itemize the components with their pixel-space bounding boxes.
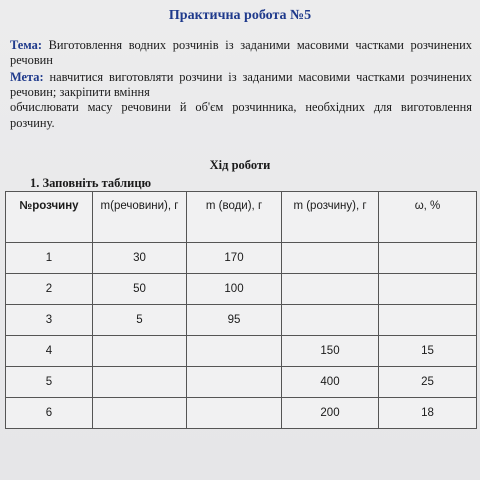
table-header-row xyxy=(6,192,477,243)
header-solution-mass: m (розчину), г xyxy=(282,192,379,243)
procedure-heading: Хід роботи xyxy=(209,158,271,172)
cell-solution-number[interactable]: 4 xyxy=(6,336,93,367)
cell-water-mass[interactable]: 100 xyxy=(187,274,282,305)
cell-solute-mass[interactable]: 30 xyxy=(93,243,187,274)
topic-label: Тема: xyxy=(10,38,42,52)
cell-solution-mass[interactable] xyxy=(282,305,379,336)
topic-text: Виготовлення водних розчинів із заданими масовими частками розчинених речовин xyxy=(10,38,472,68)
table-row xyxy=(6,305,477,336)
cell-water-mass[interactable] xyxy=(187,336,282,367)
cell-solution-number[interactable]: 3 xyxy=(6,305,93,336)
header-solution-number: №розчину xyxy=(6,192,93,243)
cell-water-mass[interactable]: 95 xyxy=(187,305,282,336)
goal-text: навчитися виготовляти розчини із заданими масовими частками розчинених речовин; закріпити вміння xyxy=(10,70,472,100)
cell-solute-mass[interactable]: 5 xyxy=(93,305,187,336)
cell-water-mass[interactable] xyxy=(187,367,282,398)
task-instruction: 1. Заповніть таблицю xyxy=(30,176,152,190)
header-water-mass: m (води), г xyxy=(187,192,282,243)
solutions-table xyxy=(5,191,477,429)
cell-solution-number[interactable]: 1 xyxy=(6,243,93,274)
cell-solution-mass[interactable] xyxy=(282,243,379,274)
cell-solution-mass[interactable] xyxy=(282,274,379,305)
cell-water-mass[interactable]: 170 xyxy=(187,243,282,274)
cell-mass-fraction[interactable] xyxy=(379,243,477,274)
cell-solute-mass[interactable] xyxy=(93,367,187,398)
page-title: Практична робота №5 xyxy=(168,8,312,23)
table-row xyxy=(6,336,477,367)
cell-solution-mass[interactable]: 150 xyxy=(282,336,379,367)
goal-paragraph xyxy=(10,70,472,131)
cell-solute-mass[interactable] xyxy=(93,336,187,367)
topic-paragraph xyxy=(10,38,472,68)
cell-mass-fraction[interactable]: 15 xyxy=(379,336,477,367)
cell-solute-mass[interactable] xyxy=(93,398,187,429)
goal-label: Мета: xyxy=(10,70,44,84)
table-row xyxy=(6,243,477,274)
table-row xyxy=(6,398,477,429)
cell-mass-fraction[interactable]: 18 xyxy=(379,398,477,429)
cell-solution-mass[interactable]: 400 xyxy=(282,367,379,398)
header-solute-mass: m(речовини), г xyxy=(93,192,187,243)
table-row xyxy=(6,367,477,398)
goal-text-continued: обчислювати масу речовини й об'єм розчинника, необхідних для виготовлення розчину. xyxy=(10,100,472,130)
cell-solution-mass[interactable]: 200 xyxy=(282,398,379,429)
cell-mass-fraction[interactable]: 25 xyxy=(379,367,477,398)
cell-solution-number[interactable]: 2 xyxy=(6,274,93,305)
cell-mass-fraction[interactable] xyxy=(379,274,477,305)
cell-solution-number[interactable]: 5 xyxy=(6,367,93,398)
header-mass-fraction: ω, % xyxy=(379,192,477,243)
cell-mass-fraction[interactable] xyxy=(379,305,477,336)
cell-solution-number[interactable]: 6 xyxy=(6,398,93,429)
table-row xyxy=(6,274,477,305)
cell-water-mass[interactable] xyxy=(187,398,282,429)
cell-solute-mass[interactable]: 50 xyxy=(93,274,187,305)
